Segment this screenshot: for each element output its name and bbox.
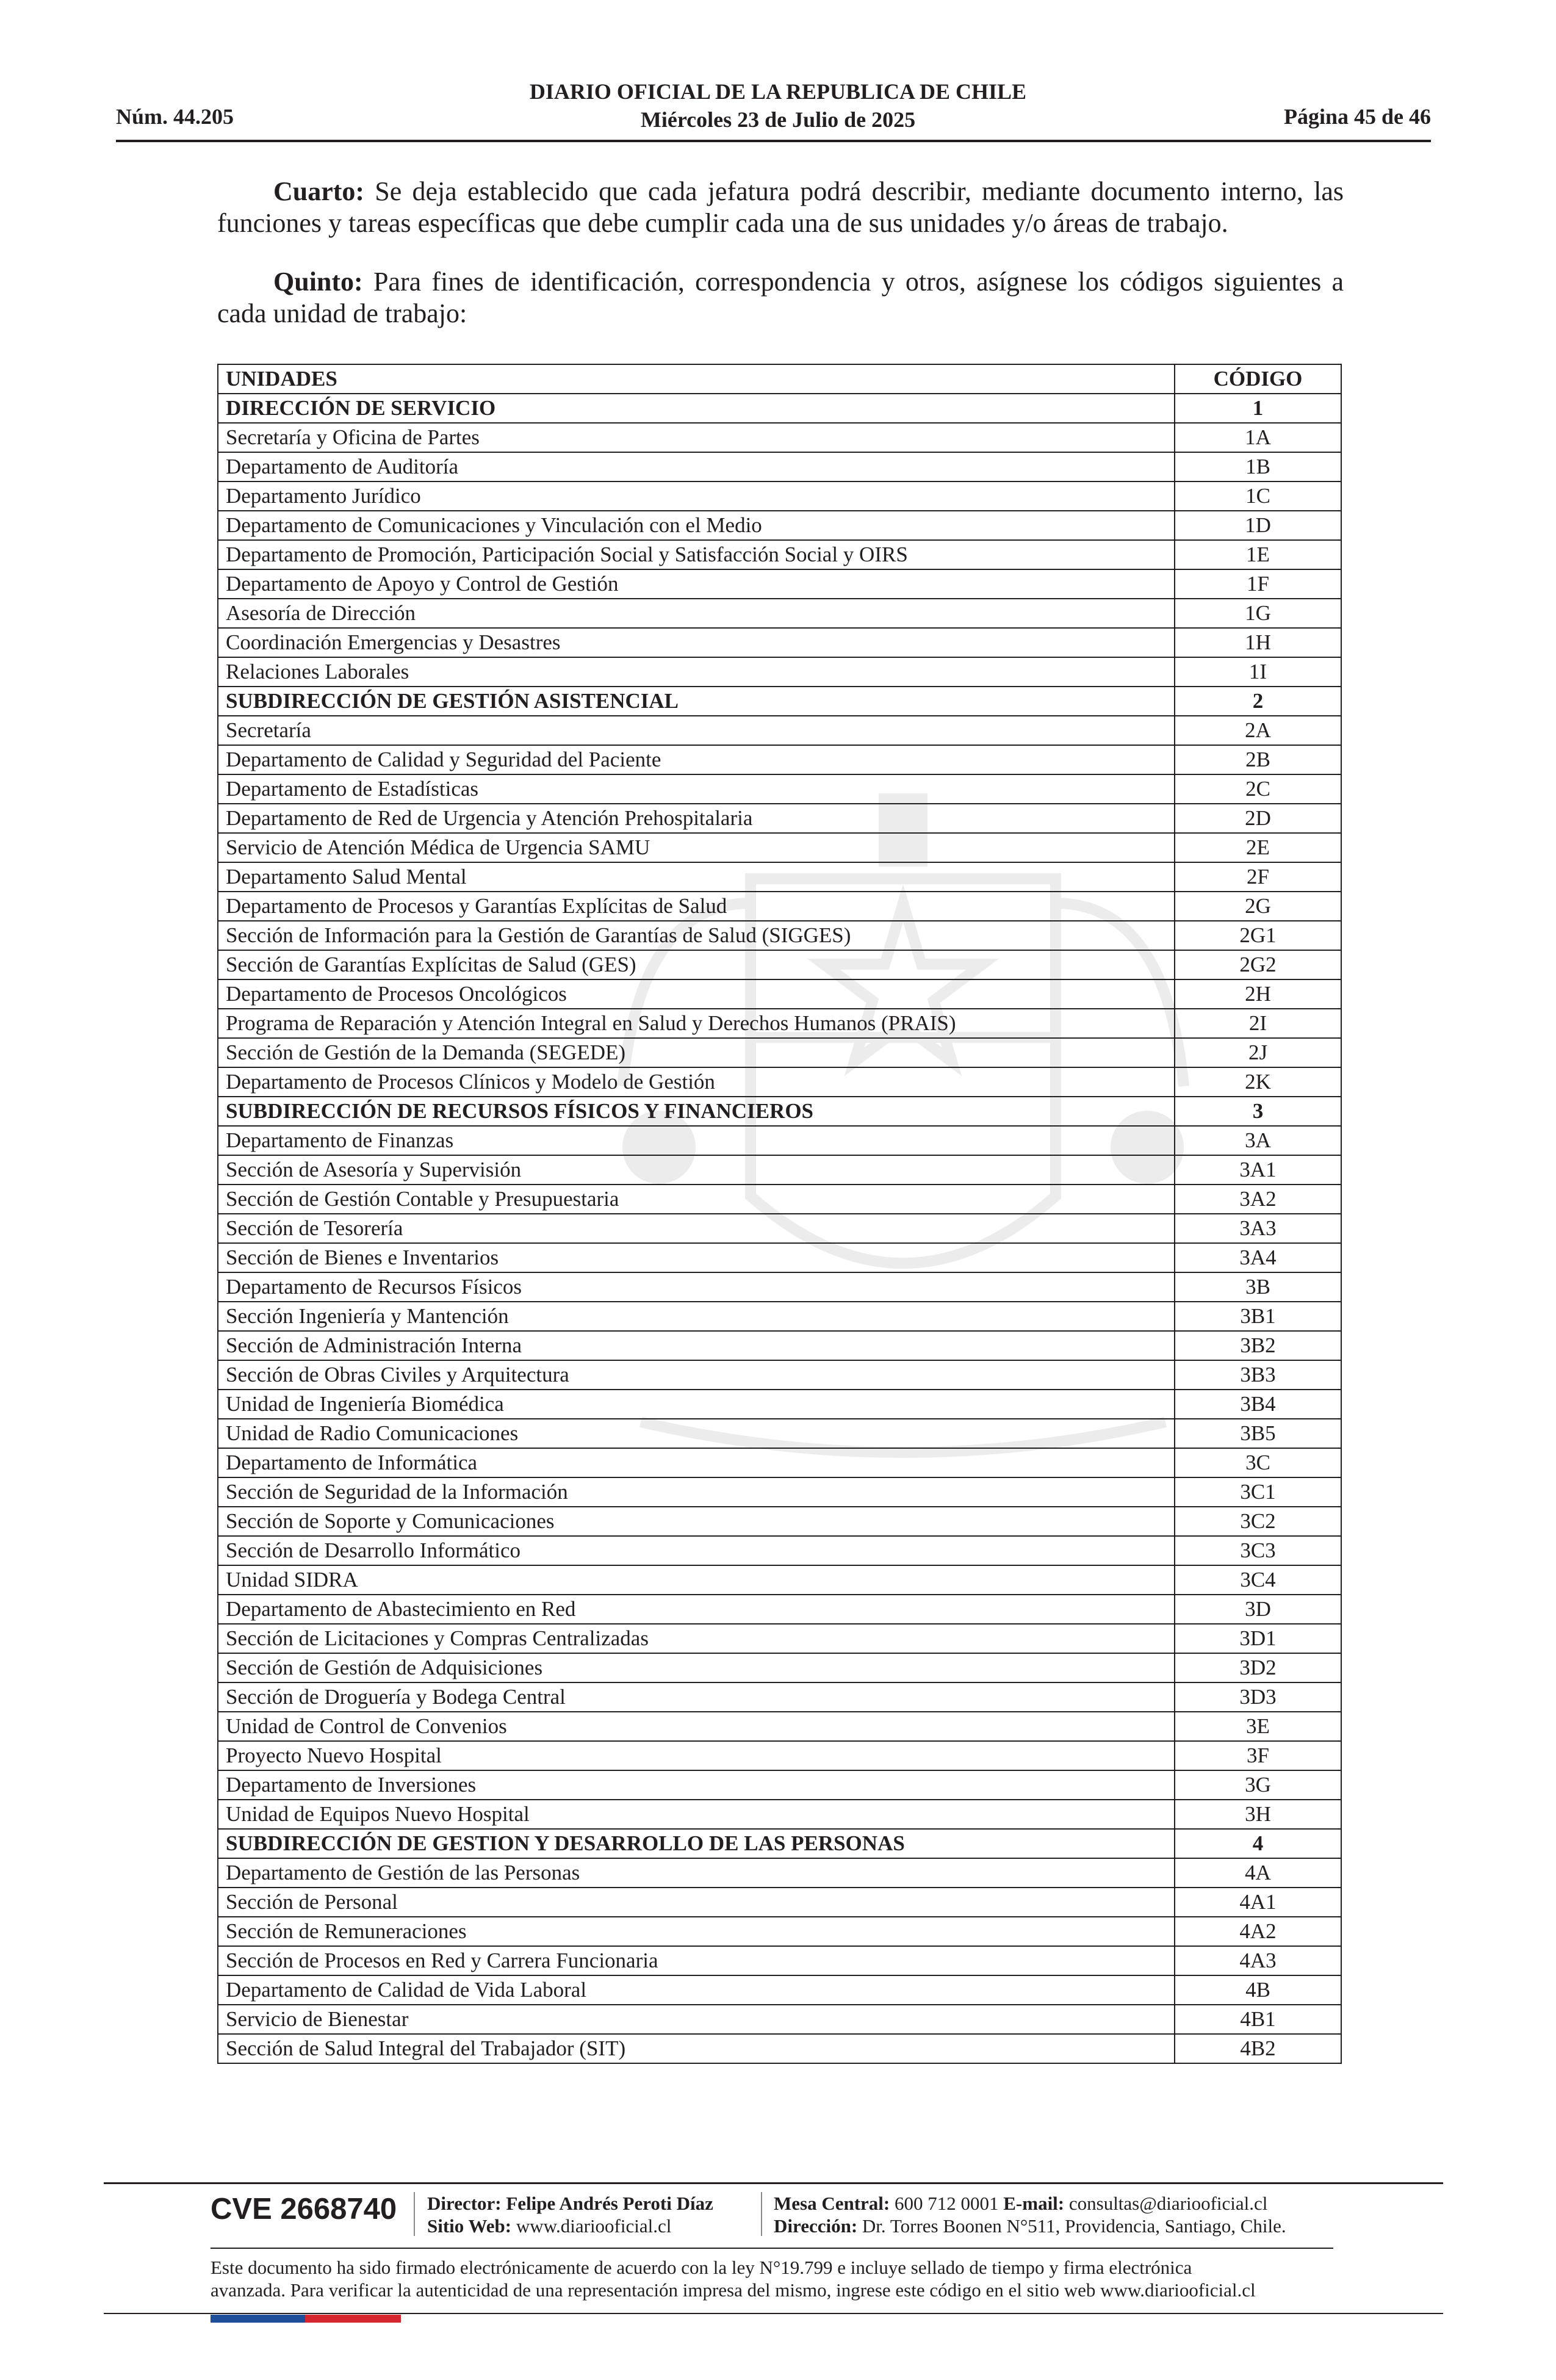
table-row [218, 1448, 1341, 1477]
table-row [218, 1331, 1341, 1360]
table-row [218, 1975, 1341, 2005]
table-row [218, 1126, 1341, 1155]
unit-code-cell: 4B2 [1175, 2034, 1341, 2063]
unit-code-cell: 4A [1175, 1858, 1341, 1888]
unit-code-cell: 3B3 [1175, 1360, 1341, 1390]
unit-code-cell: 3C2 [1175, 1507, 1341, 1536]
unit-name-cell: Sección de Administración Interna [218, 1331, 1175, 1360]
table-row [218, 1360, 1341, 1390]
unit-code-cell: 2G1 [1175, 921, 1341, 950]
unit-name-cell: Departamento de Comunicaciones y Vinculación con el Medio [218, 511, 1175, 540]
unit-name-cell: Sección de Personal [218, 1888, 1175, 1917]
unit-name-cell: SUBDIRECCIÓN DE GESTIÓN ASISTENCIAL [218, 687, 1175, 716]
table-row [218, 892, 1341, 921]
unit-name-cell: Sección de Droguería y Bodega Central [218, 1682, 1175, 1712]
unit-code-cell: 2K [1175, 1067, 1341, 1097]
unit-code-cell: 2C [1175, 774, 1341, 804]
unit-code-cell: 3D1 [1175, 1624, 1341, 1653]
unit-name-cell: Sección de Gestión de la Demanda (SEGEDE) [218, 1038, 1175, 1067]
table-row [218, 511, 1341, 540]
unit-code-cell: 1B [1175, 452, 1341, 481]
unit-name-cell: Unidad de Control de Convenios [218, 1712, 1175, 1741]
unit-name-cell: Departamento Salud Mental [218, 862, 1175, 892]
unit-name-cell: Departamento de Gestión de las Personas [218, 1858, 1175, 1888]
table-row [218, 1770, 1341, 1800]
unit-name-cell: Unidad SIDRA [218, 1565, 1175, 1595]
unit-name-cell: SUBDIRECCIÓN DE RECURSOS FÍSICOS Y FINANCIEROS [218, 1097, 1175, 1126]
table-row [218, 1067, 1341, 1097]
unit-code-cell: 2 [1175, 687, 1341, 716]
unit-code-cell: 3B1 [1175, 1302, 1341, 1331]
unit-code-cell: 3B5 [1175, 1419, 1341, 1448]
table-row [218, 833, 1341, 862]
unit-name-cell: Departamento Jurídico [218, 481, 1175, 511]
table-row [218, 745, 1341, 774]
footer-divider [211, 2248, 1333, 2249]
unit-code-cell: 3A1 [1175, 1155, 1341, 1185]
table-row [218, 1946, 1341, 1975]
unit-name-cell: Departamento de Procesos Oncológicos [218, 979, 1175, 1009]
table-row [218, 716, 1341, 745]
unit-name-cell: Proyecto Nuevo Hospital [218, 1741, 1175, 1770]
unit-name-cell: Sección de Asesoría y Supervisión [218, 1155, 1175, 1185]
unit-name-cell: Departamento de Abastecimiento en Red [218, 1595, 1175, 1624]
paragraph-cuarto [217, 176, 1344, 239]
unit-name-cell: Secretaría [218, 716, 1175, 745]
unit-code-cell: 3C3 [1175, 1536, 1341, 1565]
table-row [218, 1302, 1341, 1331]
unit-name-cell: Departamento de Inversiones [218, 1770, 1175, 1800]
table-group-row [218, 394, 1341, 423]
table-group-row [218, 1097, 1341, 1126]
unit-name-cell: Departamento de Informática [218, 1448, 1175, 1477]
table-header-row [218, 364, 1341, 394]
header-divider [116, 140, 1431, 142]
unit-name-cell: Departamento de Apoyo y Control de Gestión [218, 569, 1175, 599]
unit-name-cell: Servicio de Bienestar [218, 2005, 1175, 2034]
table-row [218, 950, 1341, 979]
signature-note-line-1: Este documento ha sido firmado electrónicamente de acuerdo con la ley N°19.799 e incluye sellado de tiempo y firma electrónica [211, 2257, 1192, 2278]
signature-note-line-2: avanzada. Para verificar la autenticidad de una representación impresa del mismo, ingrese este código en el sitio web www.diariooficial.cl [211, 2279, 1256, 2301]
unit-name-cell: Sección de Bienes e Inventarios [218, 1243, 1175, 1272]
unit-name-cell: Departamento de Auditoría [218, 452, 1175, 481]
unit-name-cell: Departamento de Procesos y Garantías Explícitas de Salud [218, 892, 1175, 921]
unit-code-cell: 2G2 [1175, 950, 1341, 979]
phone-label: Mesa Central: [774, 2193, 890, 2214]
unit-name-cell: Sección de Salud Integral del Trabajador (SIT) [218, 2034, 1175, 2063]
unit-name-cell: Sección de Desarrollo Informático [218, 1536, 1175, 1565]
unit-name-cell: Sección de Obras Civiles y Arquitectura [218, 1360, 1175, 1390]
table-row [218, 657, 1341, 687]
unit-name-cell: Asesoría de Dirección [218, 599, 1175, 628]
table-row [218, 1038, 1341, 1067]
unit-name-cell: Departamento de Procesos Clínicos y Modelo de Gestión [218, 1067, 1175, 1097]
table-group-row [218, 687, 1341, 716]
unit-code-cell: 3B [1175, 1272, 1341, 1302]
footer-contact-block [774, 2192, 1286, 2237]
unit-code-cell: 4A3 [1175, 1946, 1341, 1975]
unit-code-cell: 2F [1175, 862, 1341, 892]
table-row [218, 2034, 1341, 2063]
table-row [218, 1741, 1341, 1770]
unit-code-cell: 3B4 [1175, 1390, 1341, 1419]
table-row [218, 1185, 1341, 1214]
unit-code-cell: 2J [1175, 1038, 1341, 1067]
table-row [218, 2005, 1341, 2034]
unit-code-cell: 2G [1175, 892, 1341, 921]
unit-code-cell: 1E [1175, 540, 1341, 569]
unit-name-cell: Servicio de Atención Médica de Urgencia SAMU [218, 833, 1175, 862]
table-row [218, 1536, 1341, 1565]
page-number: Página 45 de 46 [1283, 104, 1431, 129]
table-row [218, 1419, 1341, 1448]
unit-code-cell: 1G [1175, 599, 1341, 628]
unit-code-cell: 3D2 [1175, 1653, 1341, 1682]
footer-director-block [427, 2192, 713, 2237]
table-row [218, 1477, 1341, 1507]
unit-name-cell: Departamento de Red de Urgencia y Atención Prehospitalaria [218, 804, 1175, 833]
unit-code-cell: 2D [1175, 804, 1341, 833]
unit-code-cell: 3D3 [1175, 1682, 1341, 1712]
director-name: Felipe Andrés Peroti Díaz [506, 2193, 713, 2214]
email-link[interactable]: consultas@diariooficial.cl [1068, 2193, 1268, 2214]
phone-number: 600 712 0001 [895, 2193, 999, 2214]
site-link[interactable]: www.diariooficial.cl [516, 2215, 672, 2237]
unit-code-cell: 3D [1175, 1595, 1341, 1624]
unit-name-cell: Programa de Reparación y Atención Integral en Salud y Derechos Humanos (PRAIS) [218, 1009, 1175, 1038]
table-row [218, 979, 1341, 1009]
unit-name-cell: Sección de Información para la Gestión de Garantías de Salud (SIGGES) [218, 921, 1175, 950]
unit-code-cell: 4 [1175, 1829, 1341, 1858]
unit-name-cell: Sección de Procesos en Red y Carrera Funcionaria [218, 1946, 1175, 1975]
unit-code-cell: 3C [1175, 1448, 1341, 1477]
unit-name-cell: Unidad de Radio Comunicaciones [218, 1419, 1175, 1448]
table-row [218, 569, 1341, 599]
unit-code-cell: 3F [1175, 1741, 1341, 1770]
unit-name-cell: Sección de Gestión Contable y Presupuestaria [218, 1185, 1175, 1214]
table-row [218, 628, 1341, 657]
table-row [218, 804, 1341, 833]
unit-name-cell: Sección Ingeniería y Mantención [218, 1302, 1175, 1331]
unit-code-cell: 3 [1175, 1097, 1341, 1126]
table-row [218, 1390, 1341, 1419]
table-row [218, 1272, 1341, 1302]
unit-name-cell: Departamento de Calidad de Vida Laboral [218, 1975, 1175, 2005]
paragraph-text: Se deja establecido que cada jefatura podrá describir, mediante documento interno, las funciones y tareas específicas que debe cumplir cada una de sus unidades y/o áreas de trabajo. [217, 176, 1344, 238]
unit-code-cell: 1A [1175, 423, 1341, 452]
unit-name-cell: Sección de Remuneraciones [218, 1917, 1175, 1946]
footer-separator [414, 2192, 415, 2236]
unit-name-cell: DIRECCIÓN DE SERVICIO [218, 394, 1175, 423]
address-text: Dr. Torres Boonen N°511, Providencia, Santiago, Chile. [862, 2215, 1286, 2237]
issue-number: Núm. 44.205 [116, 104, 234, 129]
unit-code-cell: 2H [1175, 979, 1341, 1009]
table-row [218, 1800, 1341, 1829]
unit-code-cell: 3G [1175, 1770, 1341, 1800]
unit-name-cell: SUBDIRECCIÓN DE GESTION Y DESARROLLO DE LAS PERSONAS [218, 1829, 1175, 1858]
table-row [218, 1565, 1341, 1595]
table-row [218, 862, 1341, 892]
publication-date: Miércoles 23 de Julio de 2025 [640, 107, 916, 132]
unit-code-cell: 3A [1175, 1126, 1341, 1155]
table-row [218, 1009, 1341, 1038]
unit-code-cell: 3H [1175, 1800, 1341, 1829]
table-row [218, 1917, 1341, 1946]
email-label: E-mail: [1003, 2193, 1065, 2214]
unit-name-cell: Departamento de Calidad y Seguridad del Paciente [218, 745, 1175, 774]
unit-code-cell: 1 [1175, 394, 1341, 423]
unit-name-cell: Sección de Tesorería [218, 1214, 1175, 1243]
paragraph-quinto [217, 266, 1344, 330]
unit-code-cell: 2A [1175, 716, 1341, 745]
cve-code: CVE 2668740 [211, 2193, 397, 2226]
unit-name-cell: Unidad de Equipos Nuevo Hospital [218, 1800, 1175, 1829]
table-row [218, 1888, 1341, 1917]
unit-name-cell: Sección de Garantías Explícitas de Salud (GES) [218, 950, 1175, 979]
unit-name-cell: Sección de Soporte y Comunicaciones [218, 1507, 1175, 1536]
table-group-row [218, 1829, 1341, 1858]
table-row [218, 599, 1341, 628]
table-row [218, 1624, 1341, 1653]
paragraph-text: Para fines de identificación, correspondencia y otros, asígnese los códigos siguientes a cada unidad de trabajo: [217, 267, 1344, 328]
unit-name-cell: Departamento de Estadísticas [218, 774, 1175, 804]
publication-title: DIARIO OFICIAL DE LA REPUBLICA DE CHILE [529, 79, 1027, 104]
unit-name-cell: Relaciones Laborales [218, 657, 1175, 687]
footer-divider [104, 2182, 1443, 2184]
column-header-code: CÓDIGO [1175, 364, 1341, 394]
unit-name-cell: Coordinación Emergencias y Desastres [218, 628, 1175, 657]
units-codes-table [217, 364, 1342, 2064]
unit-code-cell: 3A2 [1175, 1185, 1341, 1214]
table-row [218, 481, 1341, 511]
unit-code-cell: 4A2 [1175, 1917, 1341, 1946]
table-row [218, 1653, 1341, 1682]
unit-code-cell: 3C1 [1175, 1477, 1341, 1507]
unit-code-cell: 1I [1175, 657, 1341, 687]
table-row [218, 774, 1341, 804]
footer-separator [761, 2192, 762, 2236]
address-label: Dirección: [774, 2215, 858, 2237]
table-row [218, 1712, 1341, 1741]
unit-code-cell: 3E [1175, 1712, 1341, 1741]
unit-code-cell: 3A4 [1175, 1243, 1341, 1272]
unit-code-cell: 3C4 [1175, 1565, 1341, 1595]
table-row [218, 1243, 1341, 1272]
footer-divider [104, 2313, 1443, 2314]
unit-name-cell: Sección de Gestión de Adquisiciones [218, 1653, 1175, 1682]
table-row [218, 1507, 1341, 1536]
table-row [218, 1155, 1341, 1185]
site-label: Sitio Web: [427, 2215, 512, 2237]
flag-stripe-blue [211, 2315, 305, 2323]
unit-code-cell: 4A1 [1175, 1888, 1341, 1917]
unit-name-cell: Departamento de Finanzas [218, 1126, 1175, 1155]
table-row [218, 1682, 1341, 1712]
table-row [218, 540, 1341, 569]
unit-code-cell: 2B [1175, 745, 1341, 774]
director-label: Director: [427, 2193, 502, 2214]
unit-name-cell: Sección de Licitaciones y Compras Centralizadas [218, 1624, 1175, 1653]
unit-code-cell: 1D [1175, 511, 1341, 540]
unit-code-cell: 1H [1175, 628, 1341, 657]
unit-code-cell: 3A3 [1175, 1214, 1341, 1243]
unit-code-cell: 2I [1175, 1009, 1341, 1038]
paragraph-lead: Cuarto: [273, 176, 365, 206]
table-row [218, 423, 1341, 452]
unit-code-cell: 2E [1175, 833, 1341, 862]
unit-name-cell: Departamento de Promoción, Participación Social y Satisfacción Social y OIRS [218, 540, 1175, 569]
unit-code-cell: 3B2 [1175, 1331, 1341, 1360]
table-row [218, 1858, 1341, 1888]
table-row [218, 1595, 1341, 1624]
unit-code-cell: 4B1 [1175, 2005, 1341, 2034]
column-header-units: UNIDADES [218, 364, 1175, 394]
unit-name-cell: Unidad de Ingeniería Biomédica [218, 1390, 1175, 1419]
unit-code-cell: 4B [1175, 1975, 1341, 2005]
paragraph-lead: Quinto: [273, 267, 363, 297]
table-row [218, 1214, 1341, 1243]
unit-code-cell: 1F [1175, 569, 1341, 599]
table-row [218, 921, 1341, 950]
unit-name-cell: Departamento de Recursos Físicos [218, 1272, 1175, 1302]
table-row [218, 452, 1341, 481]
unit-code-cell: 1C [1175, 481, 1341, 511]
flag-stripe-red [305, 2315, 401, 2323]
unit-name-cell: Secretaría y Oficina de Partes [218, 423, 1175, 452]
unit-name-cell: Sección de Seguridad de la Información [218, 1477, 1175, 1507]
